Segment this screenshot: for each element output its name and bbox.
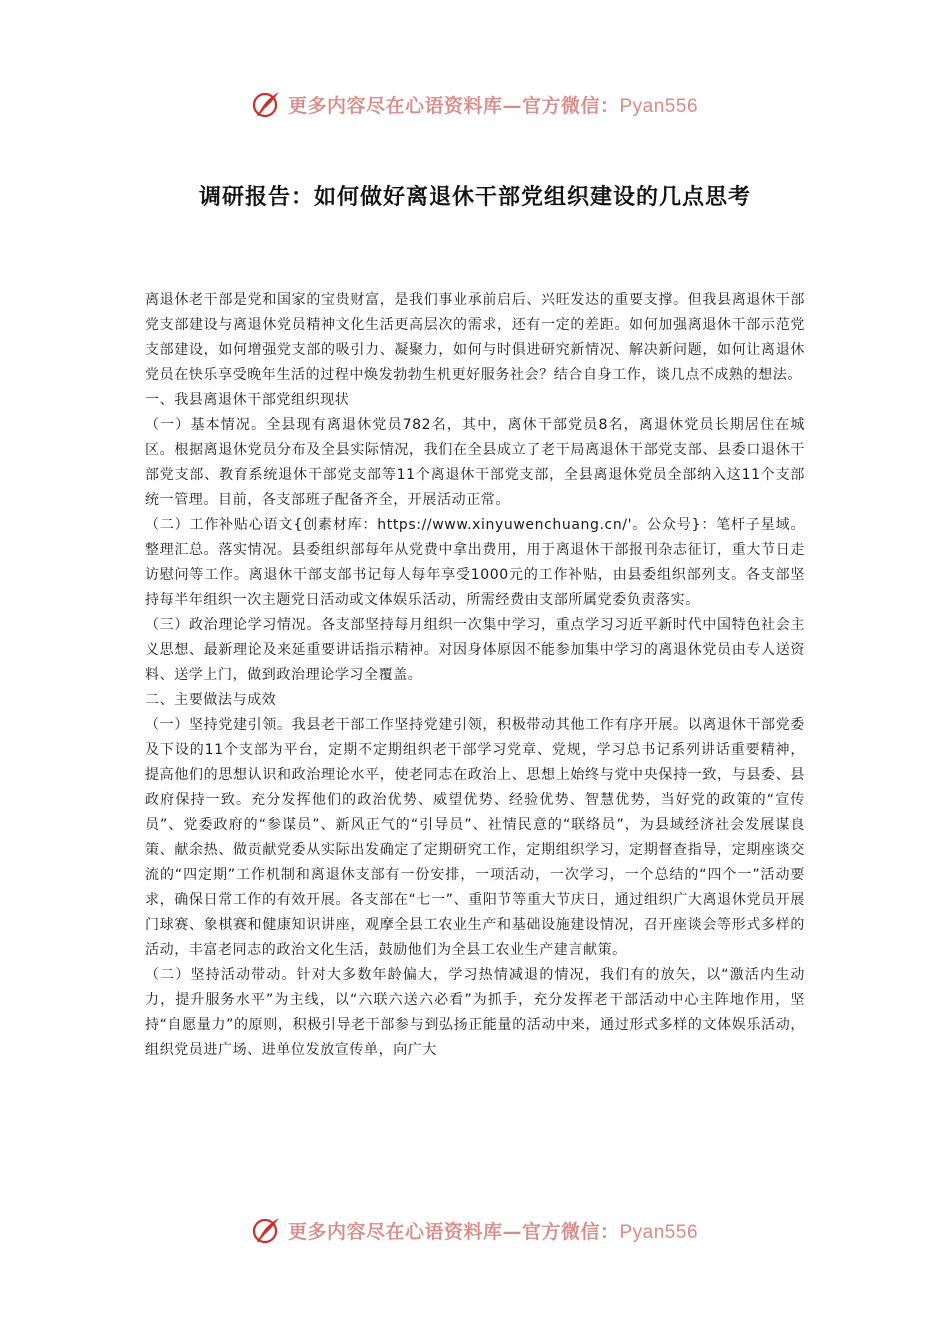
wechat-id: Pyan556 (619, 1221, 699, 1243)
paragraph-theory-study: （三）政治理论学习情况。各支部坚持每月组织一次集中学习，重点学习习近平新时代中国特色社会主义思想、最新理论及来延重要讲话指示精神。对因身体原因不能参加集中学习的离退休党员由专人送资料、送学上门，做到政治理论学习全覆盖。 (145, 617, 805, 683)
watermark-text: 更多内容尽在心语资料库—官方微信：Pyan556 (287, 94, 699, 117)
paragraph-activity-drive: （二）坚持活动带动。针对大多数年龄偏大，学习热情减退的情况，我们有的放矢，以“激活内生动力，提升服务水平”为主线，以“六联六送六必看”为抓手，充分发挥老干部活动中心主阵地作用，坚持“自愿量力”的原则，积极引导老干部参与到弘扬正能量的活动中来，通过形式多样的文体娱乐活动，组织党员进广场、进单位发放宣传单，向广大 (145, 967, 805, 1058)
document-body (145, 288, 805, 1063)
section-heading-1: 一、我县离退休干部党组织现状 (145, 392, 350, 408)
quill-logo-icon (252, 89, 282, 119)
header-watermark (0, 84, 950, 124)
paragraph-party-leadership: （一）坚持党建引领。我县老干部工作坚持党建引领，积极带动其他工作有序开展。以离退休干部党委及下设的11个支部为平台，定期不定期组织老干部学习党章、党规，学习总书记系列讲话重要精神，提高他们的思想认识和政治理论水平，使老同志在政治上、思想上始终与党中央保持一致，与县委、县政府保持一致。充分发挥他们的政治优势、威望优势、经验优势、智慧优势，当好党的政策的“宣传员”、党委政府的“参谋员”、新风正气的“引导员”、社情民意的“联络员”，为县域经济社会发展谋良策、献余热、做贡献党委从实际出发确定了定期研究工作，定期组织学习，定期督查指导，定期座谈交流的“四定期”工作机制和离退休支部有一份安排，一项活动，一次学习，一个总结的“四个一”活动要求，确保日常工作的有效开展。各支部在“七一”、重阳节等重大节庆日，通过组织广大离退休党员开展门球赛、象棋赛和健康知识讲座，观摩全县工农业生产和基础设施建设情况，召开座谈会等形式多样的活动，丰富老同志的政治文化生活，鼓励他们为全县工农业生产建言献策。 (145, 717, 805, 958)
paragraph-intro: 离退休老干部是党和国家的宝贵财富，是我们事业承前启后、兴旺发达的重要支撑。但我县离退休干部党支部建设与离退休党员精神文化生活更高层次的需求，还有一定的差距。如何加强离退休干部示范党支部建设，如何增强党支部的吸引力、凝聚力，如何与时俱进研究新情况、解决新问题，如何让离退休党员在快乐享受晚年生活的过程中焕发勃勃生机更好服务社会？结合自身工作，谈几点不成熟的想法。 (145, 292, 805, 383)
section-heading-2: 二、主要做法与成效 (145, 692, 277, 708)
quill-logo-icon (252, 1215, 282, 1245)
paragraph-work-subsidy: （二）工作补贴心语文{创素材库：https://www.xinyuwenchuang.cn/'。公众号}：笔杆子星域。整理汇总。落实情况。县委组织部每年从党费中拿出费用，用于离退休干部报刊杂志征订，重大节日走访慰问等工作。离退休干部支部书记每人每年享受1000元的工作补贴，由县委组织部列支。各支部坚持每半年组织一次主题党日活动或文体娱乐活动，所需经费由支部所属党委负责落实。 (145, 517, 805, 608)
paragraph-basic-situation: （一）基本情况。全县现有离退休党员782名，其中，离休干部党员8名，离退休党员长期居住在城区。根据离退休党员分布及全县实际情况，我们在全县成立了老干局离退休干部党支部、县委口退休干部党支部、教育系统退休干部党支部等11个离退休干部党支部，全县离退休党员全部纳入这11个支部统一管理。目前，各支部班子配备齐全，开展活动正常。 (145, 417, 805, 508)
footer-watermark (0, 1210, 950, 1250)
watermark-text: 更多内容尽在心语资料库—官方微信：Pyan556 (287, 1220, 699, 1243)
wechat-id: Pyan556 (619, 95, 699, 117)
document-title: 调研报告：如何做好离退休干部党组织建设的几点思考 (198, 185, 751, 210)
